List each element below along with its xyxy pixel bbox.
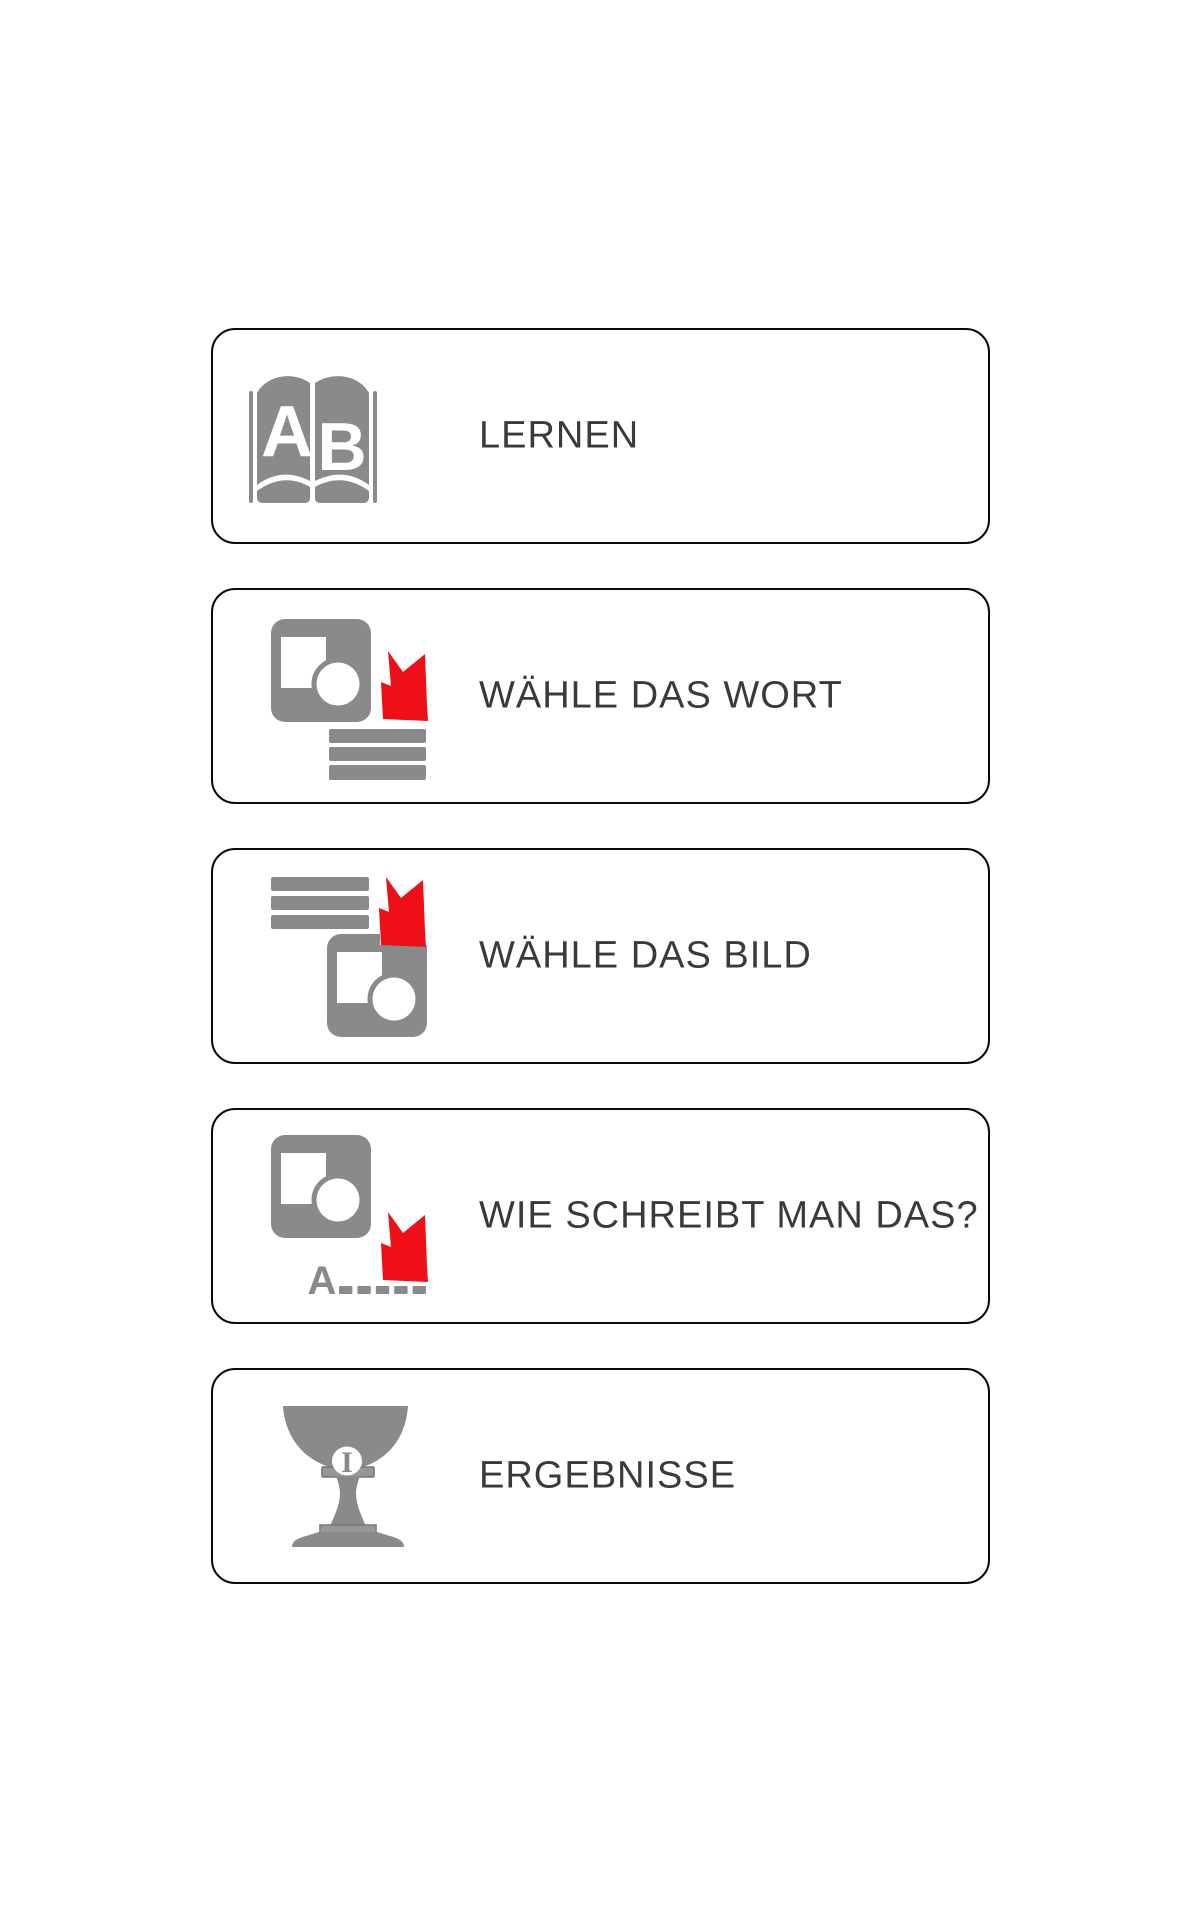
menu-item-wie-schreibt-man-das[interactable] bbox=[211, 1108, 990, 1324]
trophy-icon bbox=[282, 1405, 409, 1547]
menu-item-label: ERGEBNISSE bbox=[479, 1454, 737, 1497]
open-book-ab-icon bbox=[249, 367, 377, 507]
menu-item-waehle-das-wort[interactable] bbox=[211, 588, 990, 804]
main-menu bbox=[211, 328, 990, 1584]
book-letter-b: B bbox=[317, 409, 367, 485]
menu-item-label: LERNEN bbox=[479, 414, 640, 457]
menu-item-ergebnisse[interactable] bbox=[211, 1368, 990, 1584]
word-to-picture-icon bbox=[271, 877, 431, 1042]
trophy-numeral: I bbox=[341, 1446, 353, 1479]
menu-item-waehle-das-bild[interactable] bbox=[211, 848, 990, 1064]
menu-item-label: WÄHLE DAS WORT bbox=[479, 674, 843, 717]
picture-to-writing-icon bbox=[271, 1135, 431, 1300]
picture-to-word-icon bbox=[271, 619, 431, 784]
menu-item-label: WIE SCHREIBT MAN DAS? bbox=[479, 1194, 979, 1237]
menu-item-label: WÄHLE DAS BILD bbox=[479, 934, 812, 977]
writing-letter-a: A bbox=[307, 1259, 337, 1300]
menu-item-lernen[interactable] bbox=[211, 328, 990, 544]
book-letter-a: A bbox=[261, 392, 313, 472]
